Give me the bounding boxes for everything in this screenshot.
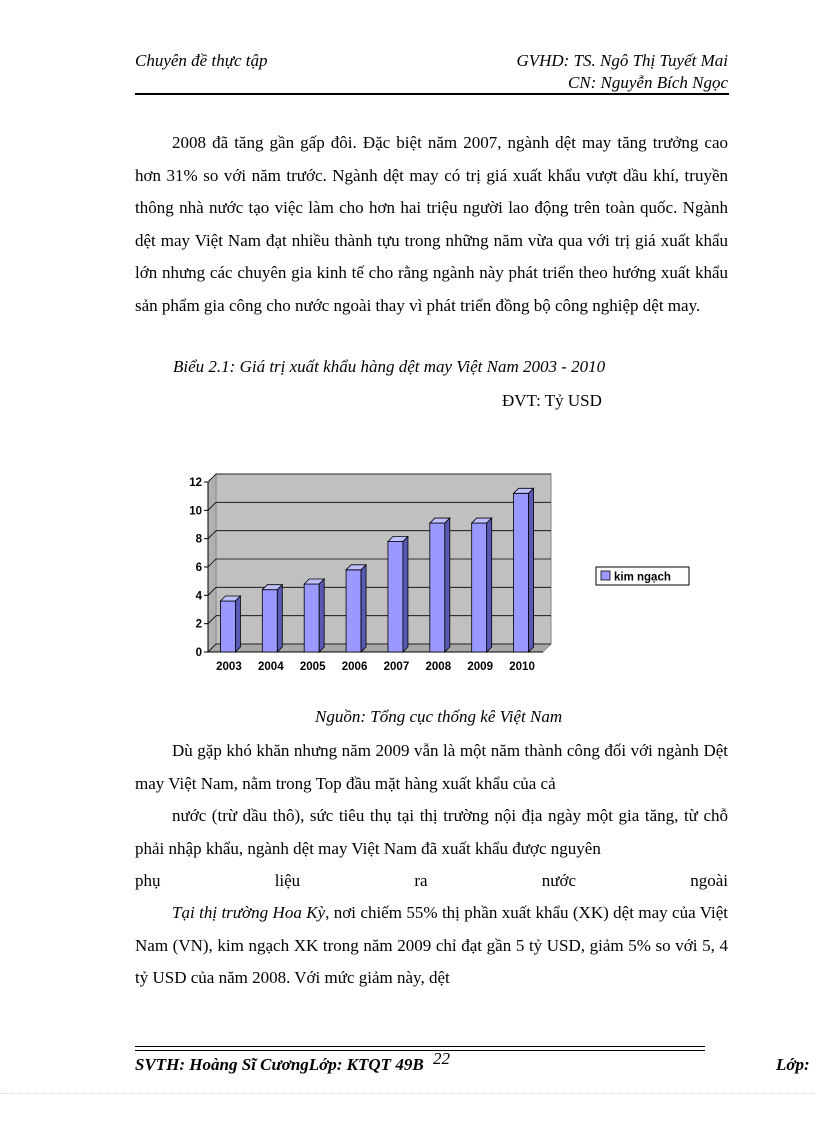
y-tick-label: 10 (189, 505, 202, 518)
bar (304, 579, 324, 652)
bar-front (514, 493, 529, 652)
header-supervisor: GVHD: TS. Ngô Thị Tuyết Mai (516, 51, 728, 70)
paragraph-3-rest: , nơi chiếm 55% thị phần xuất khẩu (XK) dệt may của Việt Nam (VN), kim ngạch XK trong năm 2009 chỉ đạt gần 5 tỷ USD, giảm 5% so với 5, 4 tỷ USD của năm 2008. Với mức giảm này, dệt (135, 903, 728, 987)
bar-side (403, 537, 408, 653)
header-left: Chuyên đề thực tập (135, 51, 268, 70)
bar-front (220, 601, 235, 652)
bar-front (346, 570, 361, 652)
paragraph-1-text: 2008 đã tăng gần gấp đôi. Đặc biệt năm 2007, ngành dệt may tăng trưởng cao hơn 31% so với năm trước. Ngành dệt may có trị giá xuất khẩu vượt dầu khí, truyền thông nhà nước tạo việc làm cho hơn hai triệu người lao động trên toàn quốc. Ngành dệt may Việt Nam đạt nhiều thành tựu trong những năm vừa qua với trị giá xuất khẩu lớn nhưng các chuyên gia kinh tế cho rằng ngành này phát triển theo hướng xuất khẩu sản phẩm gia công cho nước ngoài thay vì phát triển đồng bộ công nghiệp dệt may. (135, 133, 728, 315)
word-5: ngoài (690, 871, 728, 890)
page-number: 22 (433, 1049, 450, 1068)
y-tick-label: 0 (195, 647, 202, 659)
bar (514, 488, 534, 652)
bar-front (430, 523, 445, 652)
x-tick-label: 2006 (341, 661, 368, 673)
word-1: phụ (135, 871, 161, 890)
bar (346, 565, 366, 652)
x-tick-label: 2004 (258, 661, 284, 673)
paragraph-3-text (135, 897, 728, 995)
x-tick-label: 2003 (216, 661, 242, 673)
paragraph-1 (135, 127, 728, 322)
bar (472, 518, 492, 652)
bar-front (304, 584, 319, 652)
bar-side (445, 518, 450, 652)
footer-class: Lớp: (776, 1055, 810, 1074)
bar-side (487, 518, 492, 652)
bar (262, 585, 282, 652)
paragraph-2-line-2: nước (trừ dầu thô), sức tiêu thụ tại thị trường nội địa ngày một gia tăng, từ chỗ phải nhập khẩu, ngành dệt may Việt Nam đã xuất khẩu được nguyên (135, 806, 728, 858)
paragraph-3-italic: Tại thị trường Hoa Kỳ (172, 903, 326, 922)
paragraph-2-last-line (135, 865, 728, 898)
y-tick-label: 12 (189, 477, 202, 489)
bar-side (529, 488, 534, 652)
bar-side (277, 585, 282, 652)
header-co-supervisor: CN: Nguyễn Bích Ngọc (567, 73, 728, 92)
chart-legend (596, 567, 689, 585)
chart-caption: Biểu 2.1: Giá trị xuất khẩu hàng dệt may Việt Nam 2003 - 2010 (173, 357, 606, 376)
bar (220, 596, 240, 652)
footer-rule-top (135, 1046, 705, 1047)
x-tick-label: 2007 (383, 661, 410, 673)
header-rule (135, 93, 729, 95)
y-tick-label: 4 (195, 590, 202, 603)
bar-side (319, 579, 324, 652)
export-bar-chart (175, 470, 715, 685)
bar-front (262, 590, 277, 652)
x-tick-label: 2005 (299, 661, 326, 673)
x-tick-label: 2009 (467, 661, 493, 673)
y-tick-label: 8 (195, 533, 202, 546)
chart-unit: ĐVT: Tỷ USD (502, 391, 602, 410)
bar-front (388, 542, 403, 653)
paragraph-2-line-1: Dù gặp khó khăn nhưng năm 2009 vẫn là một năm thành công đối với ngành Dệt may Việt Nam, nằm trong Top đầu mặt hàng xuất khẩu của cả (135, 741, 728, 793)
plot-area (208, 474, 551, 652)
chart-source: Nguồn: Tổng cục thống kê Việt Nam (315, 707, 563, 726)
x-tick-label: 2008 (425, 661, 452, 673)
word-3: ra (414, 871, 428, 890)
footer-rule-bottom (135, 1050, 705, 1051)
legend-label: kim ngạch (614, 571, 671, 584)
header-right (516, 50, 728, 94)
bar (430, 518, 450, 652)
paragraph-3 (135, 897, 728, 995)
bar-front (472, 523, 487, 652)
legend-swatch (601, 571, 610, 580)
bar-side (361, 565, 366, 652)
bar (388, 537, 408, 653)
word-2: liệu (274, 871, 301, 890)
y-tick-label: 6 (195, 562, 202, 574)
x-tick-label: 2010 (509, 661, 535, 673)
plot-floor (208, 644, 551, 652)
word-4: nước (541, 871, 577, 890)
page-bottom-dotted-line (0, 1093, 816, 1094)
footer-student: SVTH: Hoàng Sĩ CươngLớp: KTQT 49B (135, 1055, 424, 1074)
bar-side (235, 596, 240, 652)
paragraph-2 (135, 735, 728, 898)
y-tick-label: 2 (195, 618, 202, 631)
